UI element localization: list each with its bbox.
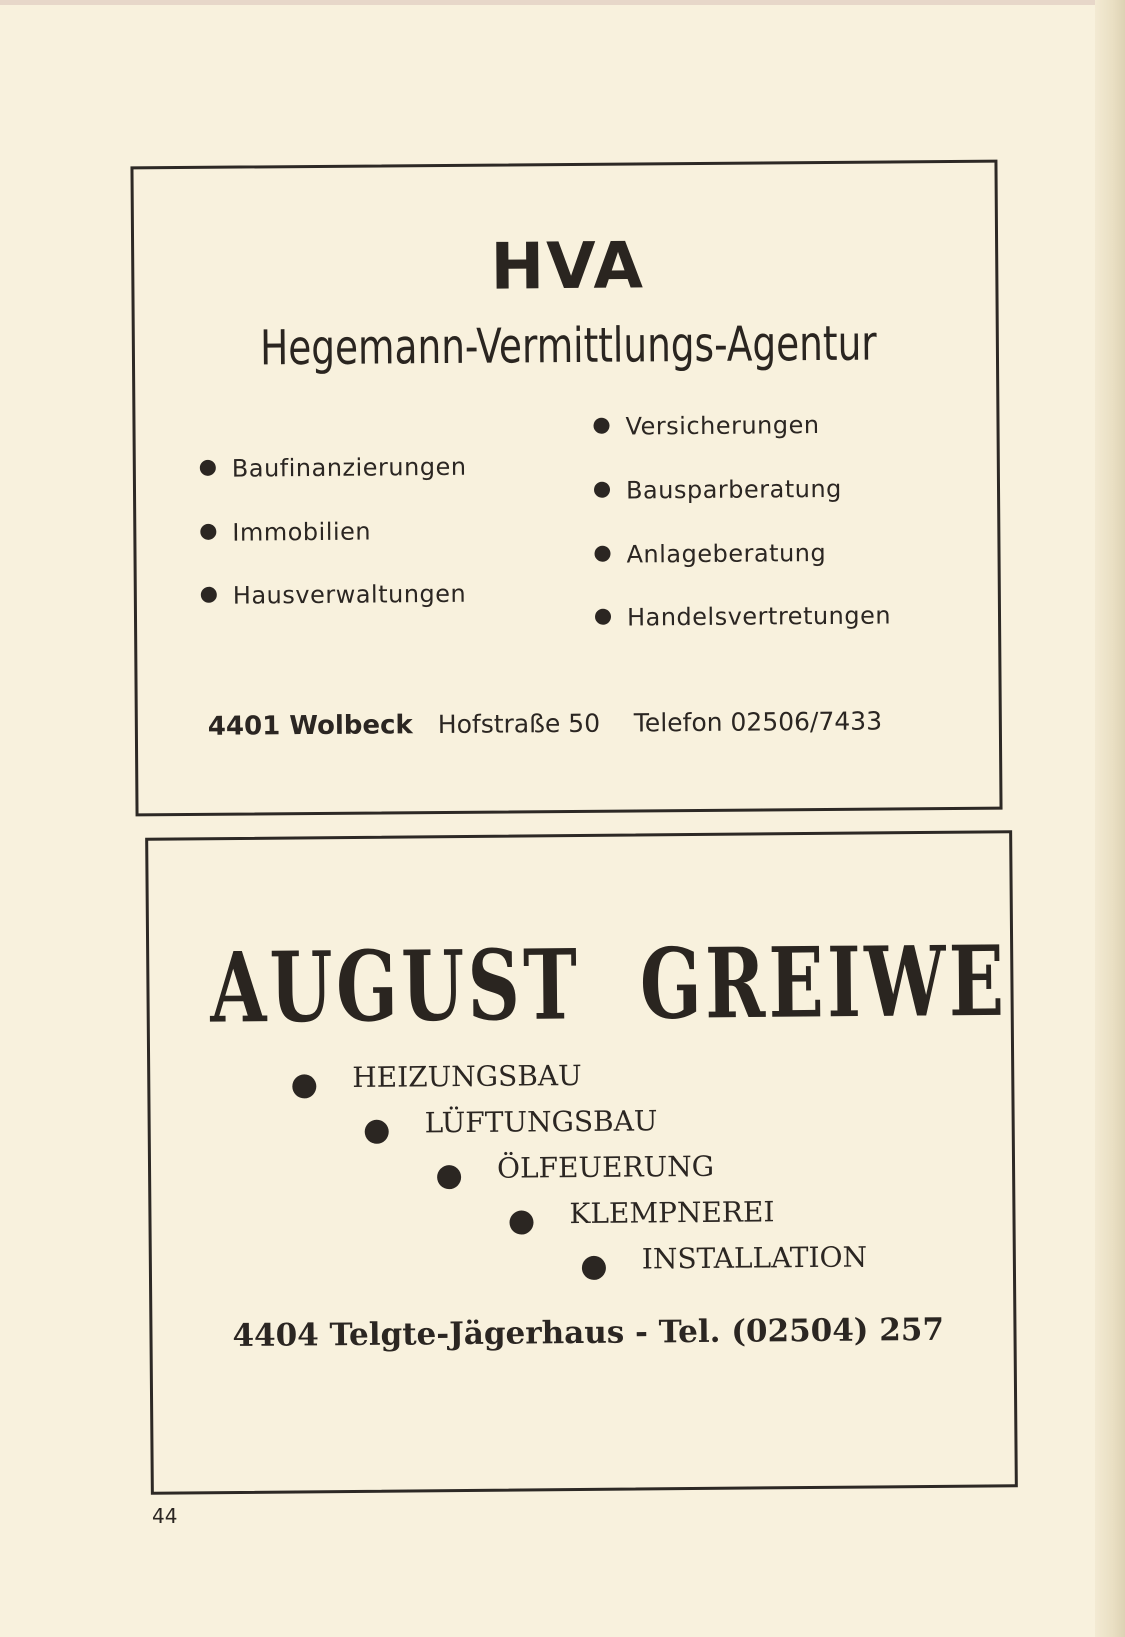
bullet-icon bbox=[509, 1210, 533, 1234]
greiwe-service-item: HEIZUNGSBAU bbox=[292, 1059, 582, 1095]
hva-service-item: Versicherungen bbox=[593, 411, 819, 441]
bullet-icon bbox=[201, 587, 217, 603]
hva-service-item: Immobilien bbox=[200, 518, 371, 547]
hva-service-item: Hausverwaltungen bbox=[201, 580, 467, 610]
greiwe-address: 4404 Telgte-Jägerhaus - Tel. (02504) 257 bbox=[232, 1311, 945, 1355]
greiwe-service-item: INSTALLATION bbox=[582, 1241, 867, 1276]
hva-city: 4401 Wolbeck bbox=[207, 710, 413, 742]
hva-logo: HVA bbox=[490, 229, 646, 305]
bullet-icon bbox=[594, 546, 610, 562]
page-right-edge bbox=[1095, 0, 1125, 1637]
bullet-icon bbox=[582, 1255, 606, 1279]
hva-service-item: Baufinanzierungen bbox=[200, 453, 467, 483]
greiwe-service-item: LÜFTUNGSBAU bbox=[365, 1104, 658, 1140]
page-number: 44 bbox=[152, 1504, 178, 1528]
hva-service-item: Bausparberatung bbox=[594, 475, 842, 505]
bullet-icon bbox=[200, 460, 216, 476]
bullet-icon bbox=[594, 482, 610, 498]
bullet-icon bbox=[292, 1074, 316, 1098]
hva-street: Hofstraße 50 bbox=[437, 708, 601, 740]
hva-advertisement bbox=[130, 160, 1002, 817]
greiwe-company-name: AUGUST GREIWE bbox=[209, 923, 1008, 1045]
hva-service-item: Anlageberatung bbox=[594, 539, 826, 569]
page-top-edge bbox=[0, 0, 1125, 5]
hva-company-name: Hegemann-Vermittlungs-Agentur bbox=[259, 315, 877, 377]
greiwe-service-item: ÖLFEUERUNG bbox=[437, 1150, 714, 1185]
bullet-icon bbox=[593, 418, 609, 434]
greiwe-service-item: KLEMPNEREI bbox=[509, 1195, 774, 1230]
bullet-icon bbox=[595, 609, 611, 625]
bullet-icon bbox=[437, 1165, 461, 1189]
bullet-icon bbox=[200, 524, 216, 540]
hva-service-item: Handelsvertretungen bbox=[595, 601, 891, 631]
hva-phone: Telefon 02506/7433 bbox=[633, 706, 883, 738]
greiwe-advertisement bbox=[145, 830, 1018, 1495]
bullet-icon bbox=[365, 1119, 389, 1143]
